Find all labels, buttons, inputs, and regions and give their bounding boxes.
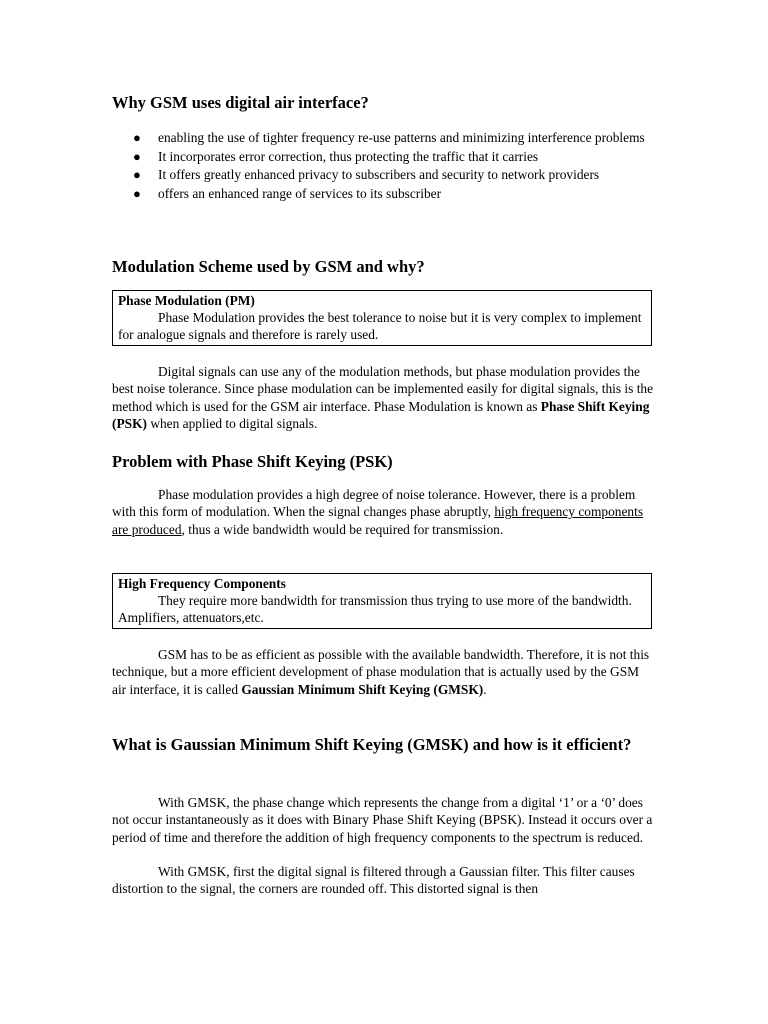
bullet-icon: ● (133, 185, 141, 201)
phase-modulation-box (112, 290, 652, 346)
list-item: ● offers an enhanced range of services to its subscriber (112, 185, 672, 204)
heading-what-is-gmsk: What is Gaussian Minimum Shift Keying (GMSK) and how is it efficient? (112, 735, 632, 754)
heading-psk-problem: Problem with Phase Shift Keying (PSK) (112, 452, 393, 471)
heading-why-gsm-digital: Why GSM uses digital air interface? (112, 93, 369, 112)
high-frequency-box (112, 573, 652, 629)
box-title: Phase Modulation (PM) (118, 293, 255, 308)
box-body: Phase Modulation provides the best tolerance to noise but it is very complex to implement for analogue signals and therefore is rarely used. (118, 310, 642, 342)
bullet-list-digital-reasons (112, 129, 672, 203)
paragraph-gmsk-filter: With GMSK, first the digital signal is filtered through a Gaussian filter. This filter causes distortion to the signal, the corners are rounded off. This distorted signal is then (112, 864, 635, 897)
paragraph-gmsk-phase: With GMSK, the phase change which represents the change from a digital ‘1’ or a ‘0’ does not occur instantaneously as it does with Binary Phase Shift Keying (BPSK). Instead it occurs over a period of time and therefore the addition of high frequency components to the spectrum is reduced. (112, 795, 653, 845)
list-item: ● It offers greatly enhanced privacy to subscribers and security to network providers (112, 166, 672, 185)
paragraph-gsm-efficiency: GSM has to be as efficient as possible with the available bandwidth. Therefore, it is not this technique, but a more efficient development of phase modulation that is actually used by the GSM air interface, it is called Gaussian Minimum Shift Keying (GMSK). (112, 647, 650, 697)
list-item: ● enabling the use of tighter frequency re-use patterns and minimizing interference problems (112, 129, 672, 148)
bullet-icon: ● (133, 130, 141, 145)
box-title: High Frequency Components (118, 576, 286, 591)
box-body: They require more bandwidth for transmission thus trying to use more of the bandwidth. Amplifiers, attenuators,etc. (118, 593, 632, 625)
heading-modulation-scheme: Modulation Scheme used by GSM and why? (112, 257, 425, 276)
bullet-icon: ● (133, 148, 141, 164)
paragraph-psk-problem: Phase modulation provides a high degree of noise tolerance. However, there is a problem with this form of modulation. When the signal changes phase abruptly, high frequency components are produced, thus a wide bandwidth would be required for transmission. (112, 487, 644, 537)
list-item: ● It incorporates error correction, thus protecting the traffic that it carries (112, 148, 672, 167)
paragraph-digital-signals: Digital signals can use any of the modulation methods, but phase modulation provides the best noise tolerance. Since phase modulation can be implemented easily for digital signals, this is the method which is used for the GSM air interface. Phase Modulation is known as Phase Shift Keying (PSK) when applied to digital signals. (112, 364, 654, 432)
bullet-icon: ● (133, 167, 141, 182)
